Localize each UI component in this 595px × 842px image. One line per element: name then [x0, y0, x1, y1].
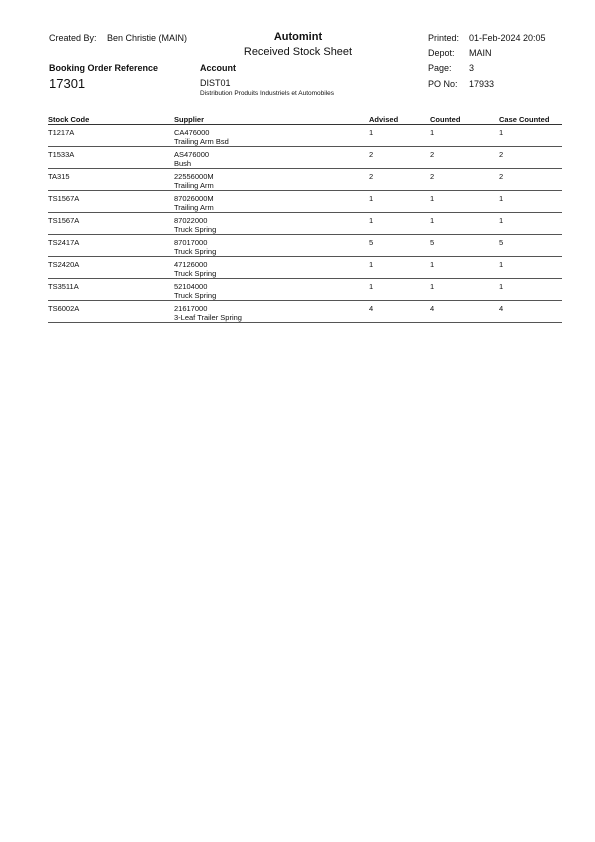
table-row	[48, 301, 562, 323]
table-row	[48, 213, 562, 235]
table-row	[48, 169, 562, 191]
advised-cell: 5	[369, 238, 374, 247]
stock-code-cell: TA315	[48, 172, 70, 181]
table-row	[48, 125, 562, 147]
supplier-code: 47126000	[174, 260, 208, 269]
advised-cell: 1	[369, 260, 374, 269]
stock-code-cell: TS2417A	[48, 238, 80, 247]
account-name: Distribution Produits Industriels et Automobiles	[200, 90, 335, 97]
page-label: Page:	[428, 63, 452, 73]
counted-cell: 2	[430, 150, 435, 159]
advised-cell: 1	[369, 282, 374, 291]
advised-cell: 4	[369, 304, 374, 313]
case-counted-cell: 1	[499, 282, 504, 291]
supplier-code: 87017000	[174, 238, 208, 247]
counted-cell: 1	[430, 260, 435, 269]
counted-cell: 1	[430, 194, 435, 203]
item-description: Trailing Arm Bsd	[174, 137, 229, 146]
counted-cell: 1	[430, 282, 435, 291]
case-counted-cell: 1	[499, 260, 504, 269]
advised-cell: 1	[369, 216, 374, 225]
item-description: Bush	[174, 159, 192, 168]
supplier-cell	[174, 150, 209, 168]
stock-code-cell: TS1567A	[48, 216, 80, 225]
booking-ref-value: 17301	[49, 76, 86, 91]
table-row	[48, 191, 562, 213]
stock-table	[48, 114, 562, 323]
company-name: Automint	[273, 31, 323, 43]
stock-code-cell: TS3511A	[48, 282, 79, 291]
supplier-cell	[174, 194, 214, 212]
case-counted-cell: 1	[499, 194, 504, 203]
col-case-counted: Case Counted	[499, 115, 550, 124]
col-supplier: Supplier	[174, 115, 205, 124]
item-description: Truck Spring	[174, 269, 217, 278]
case-counted-cell: 4	[499, 304, 504, 313]
depot-value: MAIN	[469, 48, 492, 58]
counted-cell: 1	[430, 216, 435, 225]
item-description: Trailing Arm	[174, 181, 214, 190]
stock-code-cell: T1217A	[48, 128, 75, 137]
supplier-cell	[174, 304, 242, 322]
col-advised: Advised	[369, 115, 399, 124]
case-counted-cell: 2	[499, 150, 504, 159]
advised-cell: 2	[369, 150, 374, 159]
supplier-cell	[174, 238, 216, 256]
supplier-cell	[174, 172, 214, 190]
table-row	[48, 147, 562, 169]
item-description: Truck Spring	[174, 247, 217, 256]
col-counted: Counted	[430, 115, 461, 124]
item-description: 3-Leaf Trailer Spring	[174, 313, 242, 322]
col-stock-code: Stock Code	[48, 115, 90, 124]
stock-code-cell: T1533A	[48, 150, 75, 159]
account-label: Account	[200, 63, 236, 73]
supplier-cell	[174, 128, 229, 146]
printed-value: 01-Feb-2024 20:05	[469, 33, 546, 43]
case-counted-cell: 1	[499, 216, 504, 225]
item-description: Truck Spring	[174, 225, 217, 234]
booking-ref-label: Booking Order Reference	[49, 63, 159, 73]
item-description: Truck Spring	[174, 291, 217, 300]
table-row	[48, 257, 562, 279]
created-by-value: Ben Christie (MAIN)	[107, 33, 188, 43]
account-code: DIST01	[200, 78, 231, 88]
case-counted-cell: 5	[499, 238, 504, 247]
supplier-code: 22556000M	[174, 172, 214, 181]
supplier-code: AS476000	[174, 150, 210, 159]
stock-code-cell: TS1567A	[48, 194, 80, 203]
sheet-title: Received Stock Sheet	[243, 46, 353, 58]
table-row	[48, 235, 562, 257]
supplier-code: 87026000M	[174, 194, 214, 203]
supplier-code: 87022000	[174, 216, 208, 225]
supplier-code: CA476000	[174, 128, 210, 137]
stock-code-cell: TS6002A	[48, 304, 80, 313]
po-label: PO No:	[428, 79, 458, 89]
counted-cell: 5	[430, 238, 435, 247]
table-row	[48, 279, 562, 301]
case-counted-cell: 2	[499, 172, 504, 181]
po-value: 17933	[469, 79, 495, 89]
counted-cell: 4	[430, 304, 435, 313]
created-by-label: Created By:	[49, 33, 97, 43]
counted-cell: 2	[430, 172, 435, 181]
stock-code-cell: TS2420A	[48, 260, 80, 269]
item-description: Trailing Arm	[174, 203, 214, 212]
advised-cell: 2	[369, 172, 374, 181]
supplier-cell	[174, 216, 216, 234]
case-counted-cell: 1	[499, 128, 504, 137]
table-header	[48, 114, 562, 125]
page-value: 3	[469, 63, 475, 73]
advised-cell: 1	[369, 128, 374, 137]
supplier-code: 21617000	[174, 304, 208, 313]
supplier-cell	[174, 282, 216, 300]
printed-label: Printed:	[428, 33, 460, 43]
depot-label: Depot:	[428, 48, 455, 58]
advised-cell: 1	[369, 194, 374, 203]
supplier-cell	[174, 260, 216, 278]
counted-cell: 1	[430, 128, 435, 137]
supplier-code: 52104000	[174, 282, 208, 291]
